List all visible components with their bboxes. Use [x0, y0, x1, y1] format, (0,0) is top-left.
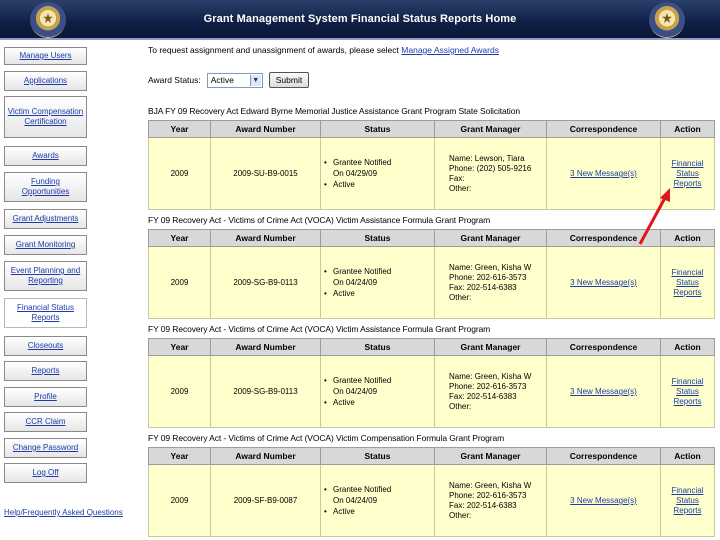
col-header-year: Year [149, 448, 211, 465]
manager-phone: Phone: 202-616-3573 [449, 490, 527, 500]
manager-name: Name: Green, Kisha W [449, 262, 532, 272]
program-title: FY 09 Recovery Act - Victims of Crime Act (VOCA) Victim Assistance Formula Grant Program [148, 215, 491, 225]
table-row [149, 247, 715, 319]
doj-seal-logo-right [649, 2, 685, 38]
chevron-down-icon: ▼ [250, 75, 261, 86]
new-messages-link[interactable]: 3 New Message(s) [570, 169, 637, 178]
status-date: On 04/24/09 [333, 496, 378, 505]
year-cell: 2009 [149, 356, 211, 428]
new-messages-link[interactable]: 3 New Message(s) [570, 278, 637, 287]
status-active: Active [333, 398, 355, 407]
table-row [149, 356, 715, 428]
status-active: Active [333, 289, 355, 298]
col-header-correspondence: Correspondence [547, 121, 661, 138]
manager-phone: Phone: 202-616-3573 [449, 272, 527, 282]
sidebar-item-profile[interactable]: Profile [4, 387, 87, 407]
status-line: Grantee Notified [333, 485, 392, 494]
sidebar-item-victim-compensation-certification[interactable]: Victim Compensation Certification [4, 96, 87, 138]
sidebar-item-funding-opportunities[interactable]: Funding Opportunities [4, 172, 87, 202]
program-title: FY 09 Recovery Act - Victims of Crime Act (VOCA) Victim Compensation Formula Grant Program [148, 433, 505, 443]
col-header-status: Status [321, 448, 435, 465]
awards-table [148, 447, 715, 537]
new-messages-link[interactable]: 3 New Message(s) [570, 387, 637, 396]
award-status-select[interactable] [207, 73, 263, 88]
manager-name: Name: Green, Kisha W [449, 480, 532, 490]
col-header-grant-manager: Grant Manager [435, 448, 547, 465]
manager-fax: Fax: 202-514-6383 [449, 282, 517, 292]
col-header-grant-manager: Grant Manager [435, 121, 547, 138]
page-title: Grant Management System Financial Status Reports Home [203, 13, 517, 25]
status-date: On 04/24/09 [333, 387, 378, 396]
red-arrow-annotation-icon [636, 186, 676, 246]
sidebar-item-financial-status-reports[interactable]: Financial Status Reports [4, 298, 87, 328]
status-cell [321, 138, 435, 210]
status-date: On 04/29/09 [333, 169, 378, 178]
action-cell [661, 465, 715, 537]
award-status-label: Award Status: [148, 75, 201, 85]
awards-table [148, 229, 715, 319]
manager-fax: Fax: 202-514-6383 [449, 500, 517, 510]
sidebar-item-reports[interactable]: Reports [4, 361, 87, 381]
award-number-cell: 2009-SU-B9-0015 [211, 138, 321, 210]
col-header-correspondence: Correspondence [547, 230, 661, 247]
submit-button[interactable]: Submit [269, 72, 309, 88]
year-cell: 2009 [149, 138, 211, 210]
table-row [149, 138, 715, 210]
awards-table [148, 338, 715, 428]
sidebar-item-event-planning-and-reporting[interactable]: Event Planning and Reporting [4, 261, 87, 291]
status-cell [321, 465, 435, 537]
awards-table [148, 120, 715, 210]
manager-fax: Fax: 202-514-6383 [449, 391, 517, 401]
col-header-year: Year [149, 339, 211, 356]
help-faq-link[interactable]: Help/Frequently Asked Questions [4, 508, 123, 517]
financial-status-reports-link[interactable]: Financial Status Reports [671, 376, 704, 406]
program-title: FY 09 Recovery Act - Victims of Crime Act (VOCA) Victim Assistance Formula Grant Program [148, 324, 491, 334]
year-cell: 2009 [149, 465, 211, 537]
correspondence-cell [547, 465, 661, 537]
program-title: BJA FY 09 Recovery Act Edward Byrne Memorial Justice Assistance Grant Program State Solicitation [148, 106, 520, 116]
col-header-grant-manager: Grant Manager [435, 339, 547, 356]
status-date: On 04/24/09 [333, 278, 378, 287]
col-header-status: Status [321, 121, 435, 138]
col-header-grant-manager: Grant Manager [435, 230, 547, 247]
status-cell [321, 356, 435, 428]
action-cell [661, 356, 715, 428]
manager-phone: Phone: 202-616-3573 [449, 381, 527, 391]
status-active: Active [333, 507, 355, 516]
col-header-award-number: Award Number [211, 230, 321, 247]
intro-sentence: To request assignment and unassignment of awards, please select [148, 45, 399, 55]
action-cell [661, 247, 715, 319]
col-header-action: Action [661, 121, 715, 138]
financial-status-reports-link[interactable]: Financial Status Reports [671, 158, 704, 188]
manager-fax: Fax: [449, 173, 465, 183]
app-header [0, 0, 720, 40]
grant-manager-cell [435, 465, 547, 537]
status-line: Grantee Notified [333, 158, 392, 167]
award-number-cell: 2009-SG-B9-0113 [211, 356, 321, 428]
table-row [149, 465, 715, 537]
col-header-status: Status [321, 230, 435, 247]
col-header-correspondence: Correspondence [547, 448, 661, 465]
sidebar-item-log-off[interactable]: Log Off [4, 463, 87, 483]
col-header-year: Year [149, 121, 211, 138]
grant-manager-cell [435, 138, 547, 210]
sidebar-item-change-password[interactable]: Change Password [4, 438, 87, 458]
status-active: Active [333, 180, 355, 189]
correspondence-cell [547, 247, 661, 319]
manager-name: Name: Lewson, Tiara [449, 153, 525, 163]
sidebar-item-grant-monitoring[interactable]: Grant Monitoring [4, 235, 87, 255]
manage-assigned-awards-link[interactable]: Manage Assigned Awards [401, 45, 499, 55]
year-cell: 2009 [149, 247, 211, 319]
sidebar-item-grant-adjustments[interactable]: Grant Adjustments [4, 209, 87, 229]
award-status-selected-value: Active [210, 74, 234, 85]
col-header-action: Action [661, 339, 715, 356]
col-header-year: Year [149, 230, 211, 247]
manager-phone: Phone: (202) 505-9216 [449, 163, 532, 173]
sidebar-item-closeouts[interactable]: Closeouts [4, 336, 87, 356]
intro-text [148, 45, 499, 55]
sidebar-item-manage-users[interactable]: Manage Users [4, 47, 87, 65]
grant-manager-cell [435, 247, 547, 319]
manager-other: Other: [449, 292, 472, 302]
col-header-correspondence: Correspondence [547, 339, 661, 356]
col-header-action: Action [661, 448, 715, 465]
award-number-cell: 2009-SF-B9-0087 [211, 465, 321, 537]
col-header-award-number: Award Number [211, 339, 321, 356]
sidebar-item-ccr-claim[interactable]: CCR Claim [4, 412, 87, 432]
status-line: Grantee Notified [333, 376, 392, 385]
col-header-award-number: Award Number [211, 121, 321, 138]
sidebar-item-applications[interactable]: Applications [4, 71, 87, 91]
status-line: Grantee Notified [333, 267, 392, 276]
award-number-cell: 2009-SG-B9-0113 [211, 247, 321, 319]
financial-status-reports-link[interactable]: Financial Status Reports [671, 485, 704, 515]
manager-other: Other: [449, 183, 472, 193]
sidebar-item-awards[interactable]: Awards [4, 146, 87, 166]
correspondence-cell [547, 356, 661, 428]
col-header-action: Action [661, 230, 715, 247]
manager-other: Other: [449, 510, 472, 520]
manager-other: Other: [449, 401, 472, 411]
new-messages-link[interactable]: 3 New Message(s) [570, 496, 637, 505]
status-cell [321, 247, 435, 319]
grant-manager-cell [435, 356, 547, 428]
financial-status-reports-link[interactable]: Financial Status Reports [671, 267, 704, 297]
col-header-award-number: Award Number [211, 448, 321, 465]
award-status-filter [148, 72, 309, 88]
col-header-status: Status [321, 339, 435, 356]
manager-name: Name: Green, Kisha W [449, 371, 532, 381]
